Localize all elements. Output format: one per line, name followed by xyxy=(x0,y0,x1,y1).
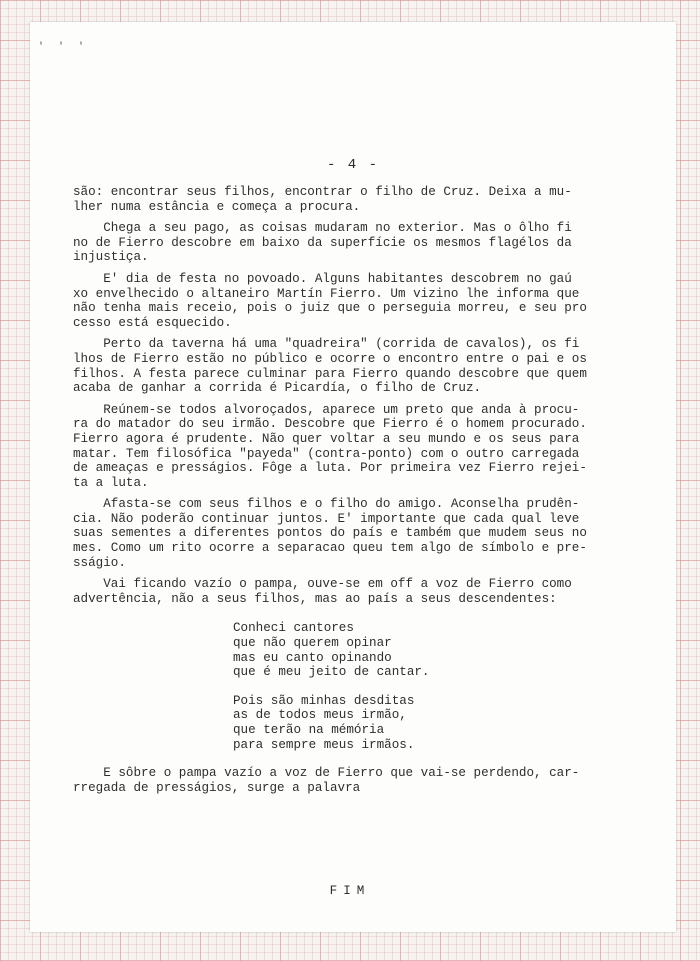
end-mark: FIM xyxy=(329,884,371,898)
paragraph xyxy=(73,403,613,491)
text-line: sságio. xyxy=(73,555,126,570)
text-line: as de todos meus irmão, xyxy=(233,708,407,723)
text-line: Vai ficando vazío o pampa, ouve-se em off a voz de Fierro como xyxy=(73,577,572,592)
text-line: Conheci cantores xyxy=(233,621,354,636)
text-line: não tenha mais receio, pois o juiz que o perseguia morreu, e seu pro xyxy=(73,301,587,316)
text-line: mas eu canto opinando xyxy=(233,650,392,665)
text-line: de ameaças e presságios. Fôge a luta. Por primeira vez Fierro rejei- xyxy=(73,461,587,476)
text-line: matar. Tem filosófica "payeda" (contra-ponto) com o outro carregada xyxy=(73,446,580,461)
text-line: advertência, não a seus filhos, mas ao país a seus descendentes: xyxy=(73,591,557,606)
text-line: Pois são minhas desditas xyxy=(233,693,415,708)
text-line: lhos de Fierro estão no público e ocorre o encontro entre o pai e os xyxy=(73,351,587,366)
body-text xyxy=(73,185,613,802)
page-number: - 4 - xyxy=(326,157,379,173)
text-line: E sôbre o pampa vazío a voz de Fierro que vai-se perdendo, car- xyxy=(73,766,580,781)
text-line: que terão na mémória xyxy=(233,723,385,737)
text-line: lher numa estância e começa a procura. xyxy=(73,199,361,214)
text-line: cesso está esquecido. xyxy=(73,315,232,330)
text-line: mes. Como um rito ocorre a separacao queu tem algo de símbolo e pre- xyxy=(73,541,587,556)
paragraph xyxy=(73,337,613,395)
text-line: que é meu jeito de cantar. xyxy=(233,665,430,680)
corner-mark: ' ' ' xyxy=(38,42,89,53)
text-line: E' dia de festa no povoado. Alguns habitantes descobrem no gaú xyxy=(73,271,572,286)
text-line: Fierro agora é prudente. Não quer voltar a seu mundo e os seus para xyxy=(73,431,580,446)
text-line: que não querem opinar xyxy=(233,636,392,651)
paragraph xyxy=(73,272,613,330)
paragraph xyxy=(73,577,613,606)
text-line: Chega a seu pago, as coisas mudaram no exterior. Mas o ôlho fi xyxy=(73,221,572,236)
closing-paragraph xyxy=(73,766,613,795)
text-line: suas sementes a diferentes pontos do país e também que mudem seus no xyxy=(73,526,587,541)
text-line: são: encontrar seus filhos, encontrar o filho de Cruz. Deixa a mu- xyxy=(73,185,572,199)
paragraph xyxy=(73,497,613,570)
poem-stanza xyxy=(233,621,613,679)
paragraph xyxy=(73,221,613,265)
poem-stanza xyxy=(233,694,613,752)
text-line: cia. Não poderão continuar juntos. E' importante que cada qual leve xyxy=(73,511,580,526)
text-line: filhos. A festa parece culminar para Fierro quando descobre que quem xyxy=(73,366,587,381)
text-line: ta a luta. xyxy=(73,475,149,490)
text-line: no de Fierro descobre em baixo da superfície os mesmos flagélos da xyxy=(73,235,572,250)
paragraph xyxy=(73,185,613,214)
text-line: acaba de ganhar a corrida é Picardía, o filho de Cruz. xyxy=(73,381,482,396)
text-line: injustiça. xyxy=(73,250,149,265)
poem-block xyxy=(233,621,613,752)
text-line: xo envelhecido o altaneiro Martín Fierro. Um vizino lhe informa que xyxy=(73,286,580,301)
text-line: para sempre meus irmãos. xyxy=(233,737,415,752)
text-line: Afasta-se com seus filhos e o filho do amigo. Aconselha prudên- xyxy=(73,497,580,512)
text-line: ra do matador do seu irmão. Descobre que Fierro é o homem procurado. xyxy=(73,417,587,432)
text-line: rregada de presságios, surge a palavra xyxy=(73,780,361,795)
text-line: Perto da taverna há uma "quadreira" (corrida de cavalos), os fi xyxy=(73,337,580,352)
text-line: Reúnem-se todos alvoroçados, aparece um preto que anda à procu- xyxy=(73,402,580,417)
